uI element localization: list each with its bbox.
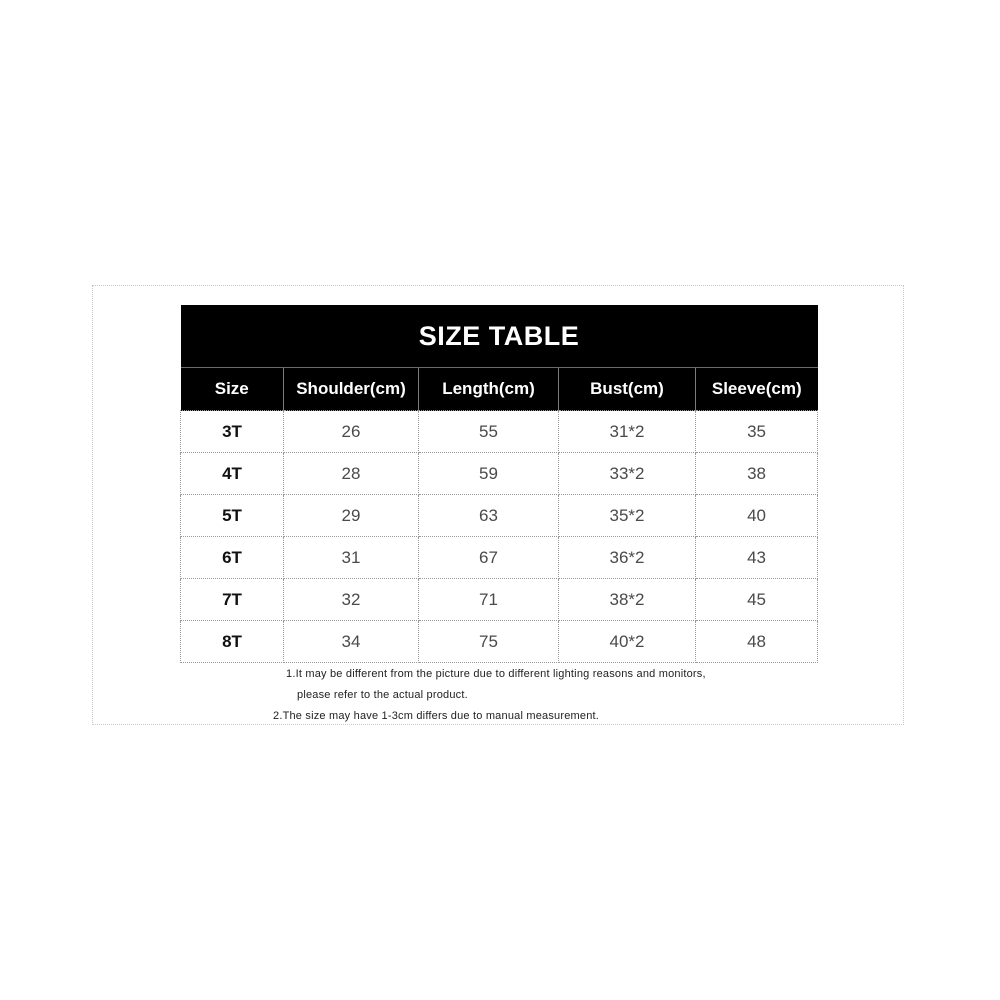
table-header-row — [181, 368, 818, 411]
length-cell: 55 — [419, 411, 559, 453]
length-cell: 67 — [419, 537, 559, 579]
sleeve-cell: 40 — [696, 495, 818, 537]
shoulder-cell: 28 — [284, 453, 419, 495]
column-header-size: Size — [181, 368, 284, 411]
column-header-length: Length(cm) — [419, 368, 559, 411]
note-line-2: 2.The size may have 1-3cm differs due to manual measurement. — [273, 710, 600, 722]
note-line-1: 1.It may be different from the picture due to different lighting reasons and monitors, — [286, 668, 706, 680]
shoulder-cell: 34 — [284, 621, 419, 663]
bust-cell: 35*2 — [559, 495, 696, 537]
size-cell: 3T — [181, 411, 284, 453]
note-line-1-continued: please refer to the actual product. — [297, 689, 468, 701]
bust-cell: 36*2 — [559, 537, 696, 579]
column-header-sleeve: Sleeve(cm) — [696, 368, 818, 411]
bust-cell: 31*2 — [559, 411, 696, 453]
sleeve-cell: 45 — [696, 579, 818, 621]
size-cell: 7T — [181, 579, 284, 621]
shoulder-cell: 29 — [284, 495, 419, 537]
length-cell: 59 — [419, 453, 559, 495]
shoulder-cell: 32 — [284, 579, 419, 621]
table-row — [181, 453, 818, 495]
size-cell: 4T — [181, 453, 284, 495]
table-row — [181, 621, 818, 663]
length-cell: 63 — [419, 495, 559, 537]
sleeve-cell: 38 — [696, 453, 818, 495]
size-cell: 8T — [181, 621, 284, 663]
bust-cell: 38*2 — [559, 579, 696, 621]
table-row — [181, 579, 818, 621]
length-cell: 71 — [419, 579, 559, 621]
shoulder-cell: 31 — [284, 537, 419, 579]
sleeve-cell: 43 — [696, 537, 818, 579]
column-header-shoulder: Shoulder(cm) — [284, 368, 419, 411]
sleeve-cell: 48 — [696, 621, 818, 663]
table-title: SIZE TABLE — [181, 305, 818, 368]
shoulder-cell: 26 — [284, 411, 419, 453]
sleeve-cell: 35 — [696, 411, 818, 453]
table-row — [181, 537, 818, 579]
column-header-bust: Bust(cm) — [559, 368, 696, 411]
bust-cell: 40*2 — [559, 621, 696, 663]
table-row — [181, 495, 818, 537]
length-cell: 75 — [419, 621, 559, 663]
size-cell: 5T — [181, 495, 284, 537]
size-cell: 6T — [181, 537, 284, 579]
table-row — [181, 411, 818, 453]
size-table — [180, 305, 818, 663]
bust-cell: 33*2 — [559, 453, 696, 495]
